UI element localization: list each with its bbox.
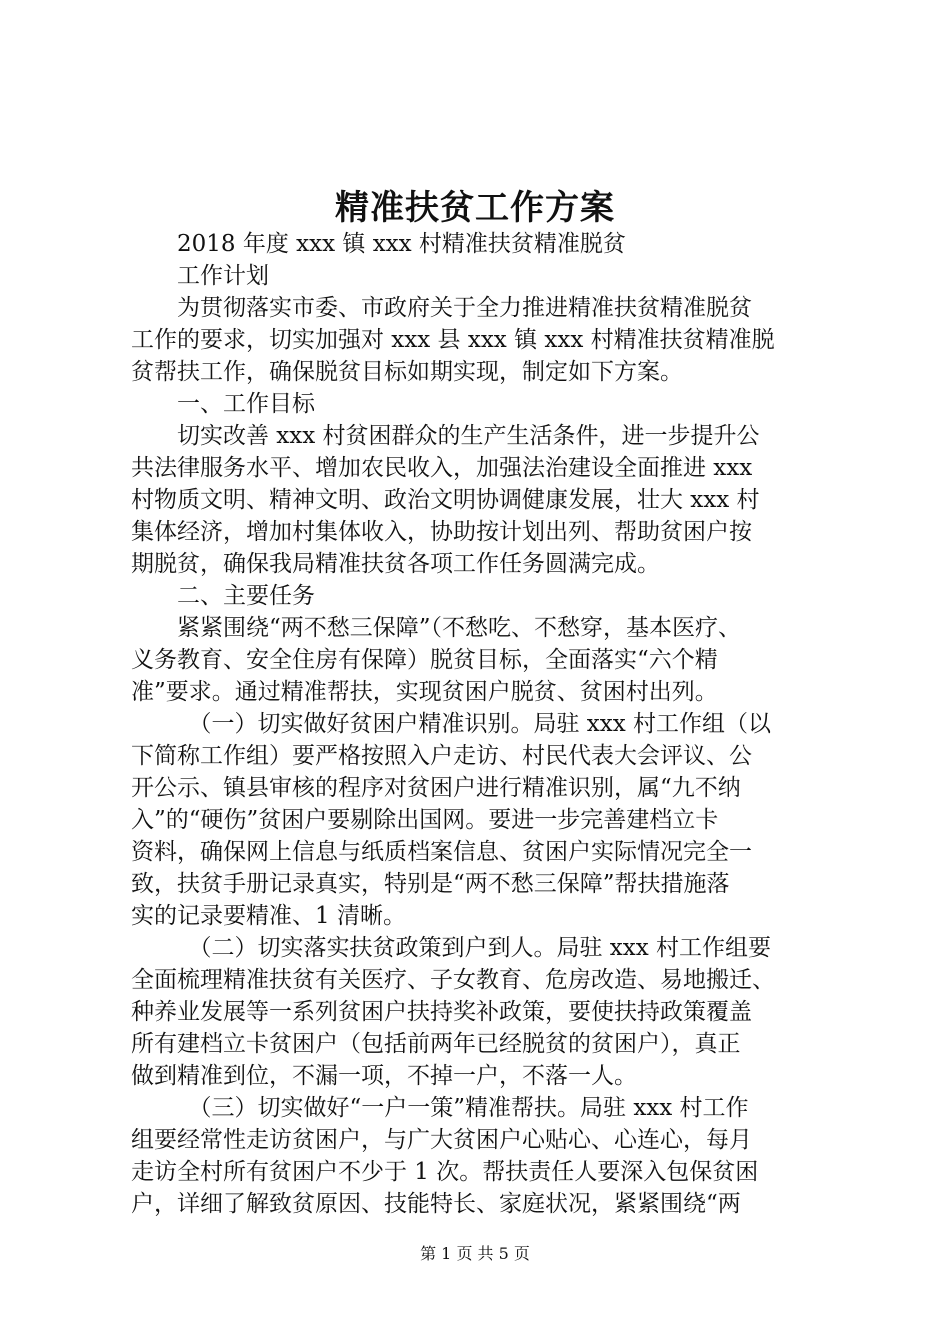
text-line: 村物质文明、精神文明、政治文明协调健康发展，壮大 xxx 村: [131, 487, 760, 513]
text-line: 资料，确保网上信息与纸质档案信息、贫困户实际情况完全一: [131, 839, 752, 865]
text-line: 义务教育、安全住房有保障）脱贫目标，全面落实“六个精: [131, 647, 718, 673]
text-line: 户，详细了解致贫原因、技能特长、家庭状况，紧紧围绕“两: [131, 1191, 741, 1217]
text-line: 全面梳理精准扶贫有关医疗、子女教育、危房改造、易地搬迁、: [131, 967, 775, 993]
text-line: 入”的“硬伤”贫困户要剔除出国网。要进一步完善建档立卡: [131, 807, 719, 833]
text-line: 实的记录要精准、1 清晰。: [131, 903, 406, 929]
text-line: 工作计划: [177, 263, 269, 289]
text-line: 下简称工作组）要严格按照入户走访、村民代表大会评议、公: [131, 743, 752, 769]
text-line: 准”要求。通过精准帮扶，实现贫困户脱贫、贫困村出列。: [131, 679, 718, 705]
text-line: 二、主要任务: [177, 583, 315, 609]
text-line: 所有建档立卡贫困户（包括前两年已经脱贫的贫困户），真正: [131, 1031, 741, 1057]
text-line: （三）切实做好“一户一策”精准帮扶。局驻 xxx 村工作: [188, 1095, 749, 1121]
text-line: 组要经常性走访贫困户，与广大贫困户心贴心、心连心，每月: [131, 1127, 752, 1153]
text-line: 工作的要求，切实加强对 xxx 县 xxx 镇 xxx 村精准扶贫精准脱: [131, 327, 775, 353]
text-line: 期脱贫，确保我局精准扶贫各项工作任务圆满完成。: [131, 551, 660, 577]
text-line: 紧紧围绕“两不愁三保障”（不愁吃、不愁穿，基本医疗、: [177, 615, 742, 641]
text-line: （一）切实做好贫困户精准识别。局驻 xxx 村工作组（以: [188, 711, 772, 737]
text-line: 贫帮扶工作，确保脱贫目标如期实现，制定如下方案。: [131, 359, 683, 385]
document-body: [131, 208, 831, 1220]
text-line: 共法律服务水平、增加农民收入，加强法治建设全面推进 xxx: [131, 455, 753, 481]
text-line: 种养业发展等一系列贫困户扶持奖补政策，要使扶持政策覆盖: [131, 999, 752, 1025]
page-footer: 第 1 页 共 5 页: [420, 1244, 530, 1263]
text-line: 致，扶贫手册记录真实，特别是“两不愁三保障”帮扶措施落: [131, 871, 730, 897]
text-line: 集体经济，增加村集体收入，协助按计划出列、帮助贫困户按: [131, 519, 752, 545]
text-line: （二）切实落实扶贫政策到户到人。局驻 xxx 村工作组要: [188, 935, 772, 961]
text-line: 2018 年度 xxx 镇 xxx 村精准扶贫精准脱贫: [177, 231, 626, 257]
text-line: 切实改善 xxx 村贫困群众的生产生活条件，进一步提升公: [177, 423, 760, 449]
text-line: 为贯彻落实市委、市政府关于全力推进精准扶贫精准脱贫: [177, 295, 752, 321]
text-line: 做到精准到位，不漏一项，不掉一户，不落一人。: [131, 1063, 637, 1089]
document-title: 精准扶贫工作方案: [335, 188, 615, 228]
text-line: 开公示、镇县审核的程序对贫困户进行精准识别，属“九不纳: [131, 775, 741, 801]
text-line: 走访全村所有贫困户不少于 1 次。帮扶责任人要深入包保贫困: [131, 1159, 759, 1185]
text-line: 一、工作目标: [177, 391, 315, 417]
